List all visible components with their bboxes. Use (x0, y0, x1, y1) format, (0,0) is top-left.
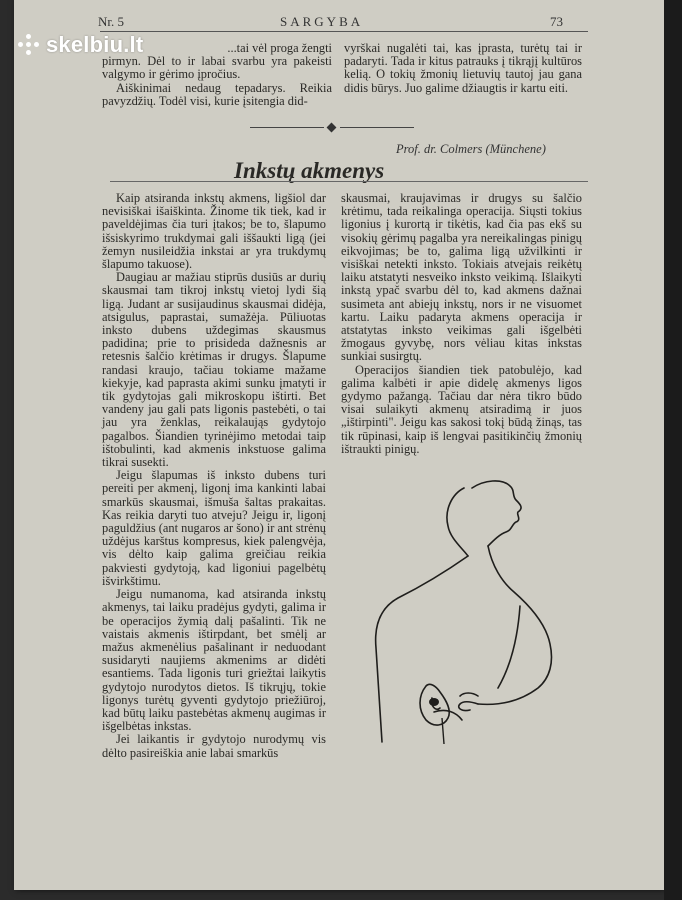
page-header (84, 14, 594, 30)
journal-title: SARGYBA (280, 14, 364, 29)
paragraph: Jeigu numanoma, kad atsiranda inkstų akmenys, tai laiku pradėjus gydyti, galima ir be operacijos žymią dalį pašalinti. Tik ne vaistais akmenis ištirpdant, bet smėlį ar mažus akmenėlius pašalinant ir neduodant susidaryti naujiems akmenims ar didėti esantiems. Tada ligonis turi griežtai laikytis gydytojo nurodytos dietos. Iš tikrųjų, tokie ligonys turėtų gyventi gydytojo priežiūroj, kad būtų laiku pastebėtas akmenų augimas ir išgelbėtas inkstas. (102, 587, 326, 734)
page-number: 73 (550, 14, 563, 29)
paragraph: Kaip atsiranda inkstų akmens, ligšiol dar nevisiškai išaiškinta. Žinome tik tiek, kad ir paveldėjimas čia turi įtakos; be to, šlapumo išsiskyrimo trukdymai gali iššaukti ligą (jei žemyn nusileidžia inkstai ar yra trukdymų šlapumo takuose). (102, 191, 326, 272)
paragraph: pirmyn. Dėl to ir labai svarbu yra pakeisti valgymo ir gėrimo įpročius. (102, 54, 332, 82)
paragraph: Daugiau ar mažiau stiprūs dusiūs ar durių skausmai tam tikroj inkstų vietoj lydi šią ligą. Judant ar susijaudinus skausmai didėja, atsigulus, paprastai, sumažėja. Pūliuotas inksto dubens uždegimas skausmus padidina; prie to prisideda dažnesnis ar retesnis šalčio krėtimas ir drugys. Šlapume randasi kraujo, tačiau tokiame mažame kiekyje, kad paprasta akimi sunku įmatyti ir tik gydytojas gali mikroskopu ištirti. Bet vandeny jau gali pats ligonis pastebėti, o tai jau yra ženklas, reikalaująs gydytojo pagalbos. Šiandien tyrinėjimo metodai taip ištobulinti, kad akmenis inkstuose galima tikrai susekti. (102, 270, 326, 470)
previous-article-right-column (344, 42, 582, 95)
kidney-stone-icon (429, 698, 444, 744)
article-title: Inkstų akmenys (234, 158, 385, 183)
paragraph: vyrškai nugalėti tai, kas įprasta, turėtų tai ir padaryti. Tada ir kitus patrauks į tikrąjį kultūros kelią. O tokių žmonių lietuvių tautoj jau gana didis būrys. Juo galime džiaugtis ir kartu eiti. (344, 41, 582, 95)
header-rule (100, 31, 588, 32)
article-right-column (341, 192, 582, 456)
title-rule (110, 181, 588, 182)
journal-page (14, 0, 664, 890)
paragraph: skausmai, kraujavimas ir drugys su šalčio krėtimu, tada reikalinga operacija. Siųsti tokius ligonius į kurortą ir tikėtis, kad čia pas ekš su visokių gėrimų pagalba yra nereikalingas pinigų eikvojimas; be to, galima ligą užvilkinti ir visiškai netekti inksto. Tokiais atvejais reikėtų laiku atstatyti nesveiko inksto veikimą. Išlaikyti inkstą ypač svarbu dėl to, kad akmens dažnai susimeta ant abiejų inkstų, nors ir ne visuomet kartu. Laiku padaryta akmens operacija ir atstatytas inksto veikimas gali išgelbėti žmogaus gyvybę, nors vėliau kitas inkstas sunkiai susirgtų. (341, 191, 582, 364)
logo-dots-icon (18, 34, 40, 56)
paragraph: Aiškinimai nedaug tepadarys. Reikia pavyzdžių. Todėl visi, kurie įsitengia did- (102, 80, 332, 108)
article-left-column (102, 192, 326, 760)
paragraph: Operacijos šiandien tiek patobulėjo, kad galima kalbėti ir apie didelę akmenys ligos gydymo pažangą. Tačiau dar nėra tikro būdo visai sulaikyti akmenų atsiradimą ir juos „ištirpinti". Jeigu kas sakosi tokį būdą žinąs, tas tik rūpinasi, kaip iš lengvai pasitikinčių žmonių ištraukti pinigų. (341, 362, 582, 456)
section-divider (250, 125, 450, 131)
issue-number: Nr. 5 (98, 14, 124, 29)
article-author: Prof. dr. Colmers (Münchene) (396, 142, 546, 156)
previous-fragment: ...tai vėl proga žengti (227, 41, 332, 55)
paragraph: Jeigu šlapumas iš inksto dubens turi pereiti per akmenį, ligonį ima kankinti labai smarkūs skausmai, išmuša šaltas prakaitas. Kas reikia daryti tuo atveju? Jeigu ir, ligonį paguldžius (ant nugaros ar šono) ir ant strėnų uždėjus karštus kompresus, kiek palengvėja, vis dėlto kaip galima greičiau reikia pakviesti gydytoją, kad ligoniui pagelbėtų išvirkštimu. (102, 468, 327, 588)
watermark-logo (18, 32, 143, 58)
paragraph: Jei laikantis ir gydytojo nurodymų vis dėlto pasireiškia anie labai smarkūs (102, 732, 326, 760)
page-shadow-edge (664, 0, 682, 900)
body-illustration (352, 474, 572, 774)
watermark-text: skelbiu.lt (46, 32, 144, 57)
